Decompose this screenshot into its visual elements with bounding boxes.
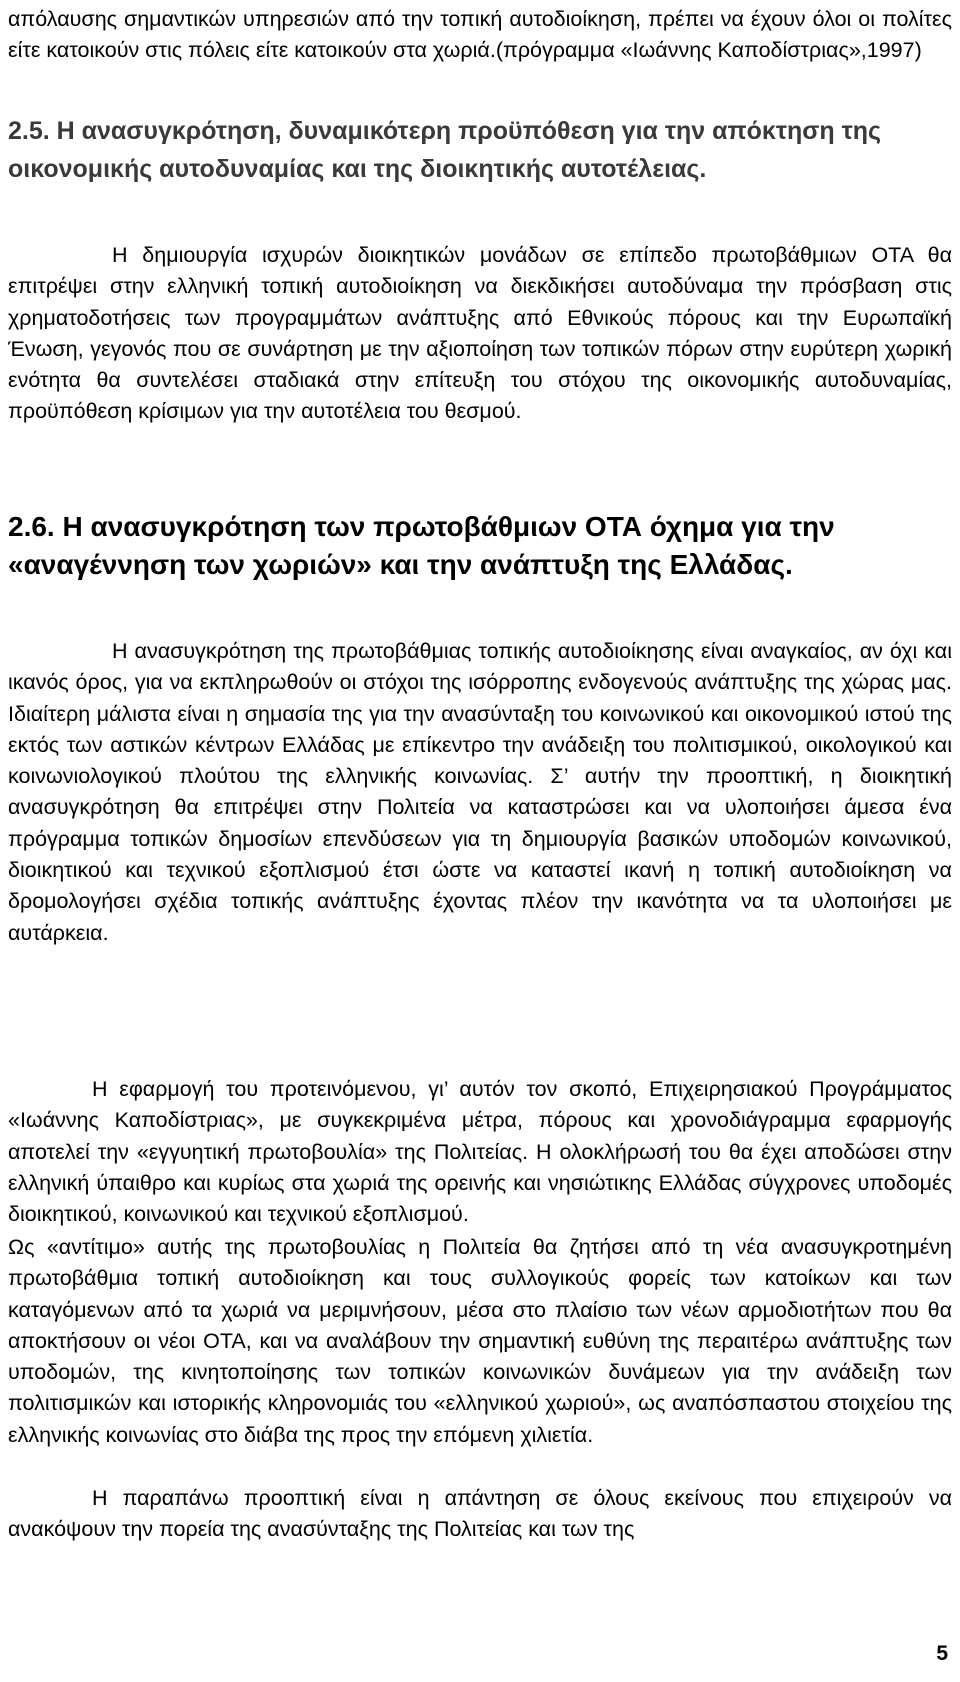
section-2-5-paragraph: Η δημιουργία ισχυρών διοικητικών μονάδων σε επίπεδο πρωτοβάθμιων ΟΤΑ θα επιτρέψει στην ελληνική τοπική αυτοδιοίκηση να διεκδικήσει αυτοδύναμα την πρόσβαση στις χρηματοδοτήσεις των προγραμμάτων ανάπτυξης από Εθνικούς πόρους και την Ευρωπαϊκή Ένωση, γεγονός που σε συνάρτηση με την αξιοποίηση των τοπικών πόρων στην ευρύτερη χωρική ενότητα θα συντελέσει σταδιακά στην επίτευξη του στόχου της οικονομικής αυτοδυναμίας, προϋπόθεση κρίσιμων για την αυτοτέλεια του θεσμού. [8,243,952,424]
section-2-6-paragraph-4: Η παραπάνω προοπτική είναι η απάντηση σε όλους εκείνους που επιχειρούν να ανακόψουν την πορεία της ανασύνταξης της Πολιτείας και των της [8,1486,952,1542]
page-number: 5 [936,1642,948,1665]
section-heading-2-6: 2.6. Η ανασυγκρότηση των πρωτοβάθμιων ΟΤΑ όχημα για την «αναγέννηση των χωριών» και την ανάπτυξη της Ελλάδας. [8,511,835,580]
section-2-6-paragraph-2: Η εφαρμογή του προτεινόμενου, γι’ αυτόν τον σκοπό, Επιχειρησιακού Προγράμματος «Ιωάννης Καποδίστριας», με συγκεκριμένα μέτρα, πόρους και χρονοδιάγραμμα εφαρμογής αποτελεί την «εγγυητική πρωτοβουλία» της Πολιτείας. Η ολοκλήρωσή του θα έχει αποδώσει στην ελληνική ύπαιθρο και κυρίως στα χωριά της ορεινής και νησιώτικης Ελλάδας σύγχρονες υποδομές διοικητικού, κοινωνικού και τεχνικού εξοπλισμού. [8,1077,952,1227]
section-2-6-paragraph-3: Ως «αντίτιμο» αυτής της πρωτοβουλίας η Πολιτεία θα ζητήσει από τη νέα ανασυγκροτημένη πρωτοβάθμια τοπική αυτοδιοίκηση και τους συλλογικούς φορείς των κατοίκων και των καταγόμενων από τα χωριά να μεριμνήσουν, μέσα στο πλαίσιο των νέων αρμοδιοτήτων που θα αποκτήσουν οι νέοι ΟΤΑ, και να αναλάβουν την σημαντική ευθύνη της περαιτέρω ανάπτυξης των υποδομών, της κινητοποίησης των τοπικών κοινωνικών δυνάμεων για την ανάδειξη των πολιτισμικών και ιστορικής κληρονομιάς του «ελληνικού χωριού», ως αναπόσπαστου στοιχείου της ελληνικής κοινωνίας στο διάβα της προς την επόμενη χιλιετία. [8,1235,952,1447]
section-heading-2-5: 2.5. Η ανασυγκρότηση, δυναμικότερη προϋπόθεση για την απόκτηση της οικονομικής αυτοδυναμίας και της διοικητικής αυτοτέλειας. [8,117,882,183]
section-2-6-paragraph-1: Η ανασυγκρότηση της πρωτοβάθμιας τοπικής αυτοδιοίκησης είναι αναγκαίος, αν όχι και ικανός όρος, για να εκπληρωθούν οι στόχοι της ισόρροπης ενδογενούς ανάπτυξης της χώρας μας. Ιδιαίτερη μάλιστα είναι η σημασία της για την ανασύνταξη του κοινωνικού και οικονομικού ιστού της εκτός των αστικών κέντρων Ελλάδας με επίκεντρο την ανάδειξη του πολιτισμικού, οικολογικού και κοινωνιολογικού πλούτου της ελληνικής κοινωνίας. Σ’ αυτήν την προοπτική, η διοικητική ανασυγκρότηση θα επιτρέψει στην Πολιτεία να καταστρώσει και να υλοποιήσει άμεσα ένα πρόγραμμα τοπικών δημοσίων επενδύσεων για τη δημιουργία βασικών υποδομών κοινωνικού, διοικητικού και τεχνικού εξοπλισμού έτσι ώστε να καταστεί ικανή η τοπική αυτοδιοίκηση να δρομολογήσει σχέδια τοπικής ανάπτυξης έχοντας πλέον την ικανότητα να τα υλοποιήσει με αυτάρκεια. [8,639,952,945]
intro-paragraph: απόλαυσης σημαντικών υπηρεσιών από την τοπική αυτοδιοίκηση, πρέπει να έχουν όλοι οι πολίτες είτε κατοικούν στις πόλεις είτε κατοικούν στα χωριά.(πρόγραμμα «Ιωάννης Καποδίστριας»,1997) [8,7,952,63]
